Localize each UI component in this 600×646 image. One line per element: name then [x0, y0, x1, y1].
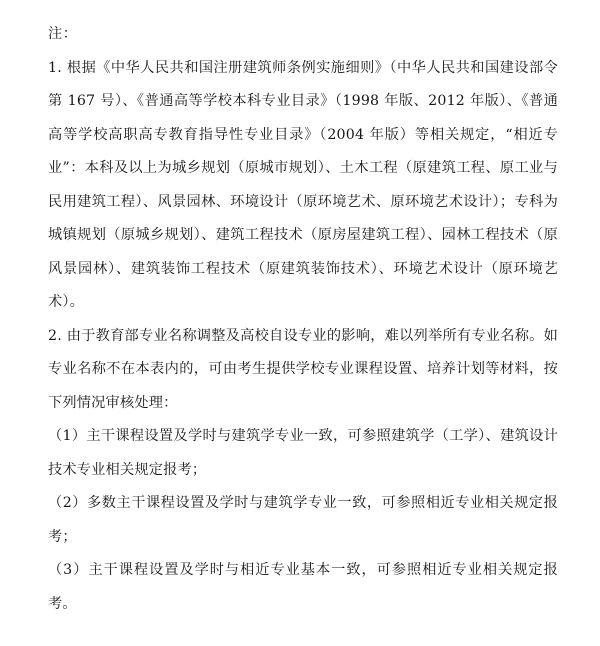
note-item-2-sub-2: （2）多数主干课程设置及学时与建筑学专业一致，可参照相近专业相关规定报考；: [48, 495, 558, 545]
note-item-2: 2. 由于教育部专业名称调整及高校自设专业的影响，难以列举所有专业名称。如专业名称不在本表内的，可由考生提供学校专业课程设置、培养计划等材料，按下列情况审核处理：: [48, 327, 558, 411]
note-item-2-sub-1: （1）主干课程设置及学时与建筑学专业一致，可参照建筑学（工学）、建筑设计技术专业相关规定报考；: [48, 428, 558, 478]
note-heading: 注：: [48, 26, 78, 42]
note-item-1: 1. 根据《中华人民共和国注册建筑师条例实施细则》（中华人民共和国建设部令第 167 号）、《普通高等学校本科专业目录》（1998 年版、2012 年版）、《普通高等学校高职高专教育指导性专业目录》（2004 年版）等相关规定，“相近专业”：本科及以上为城乡规划（原城市规划）、土木工程（原建筑工程、原工业与民用建筑工程）、风景园林、环境设计（原环境艺术、原环境艺术设计）；专科为城镇规划（原城乡规划）、建筑工程技术（原房屋建筑工程）、园林工程技术（原风景园林）、建筑装饰工程技术（原建筑装饰技术）、环境艺术设计（原环境艺术）。: [48, 59, 558, 310]
note-item-2-sub-3: （3）主干课程设置及学时与相近专业基本一致，可参照相近专业相关规定报考。: [48, 562, 558, 612]
